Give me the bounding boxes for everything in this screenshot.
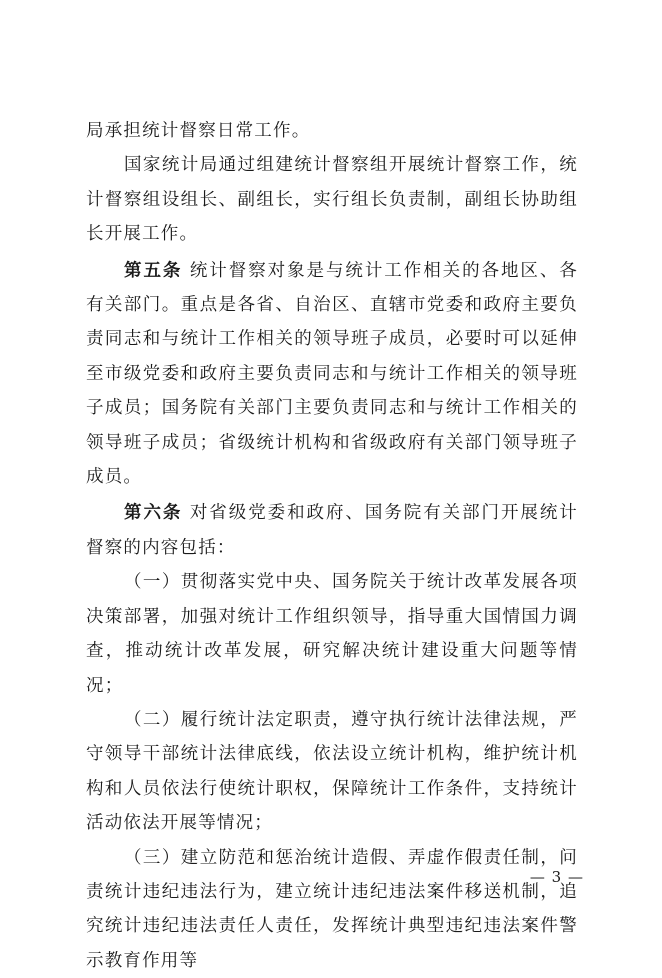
- article-6: [86, 496, 578, 565]
- paragraph-text: 局承担统计督察日常工作。: [86, 121, 311, 141]
- paragraph-inspection-team: [86, 148, 578, 251]
- page-number: — 3 —: [529, 868, 584, 886]
- paragraph-text: 国家统计局通过组建统计督察组开展统计督察工作，统计督察组设组长、副组长，实行组长负责制，副组长协助组长开展工作。: [86, 155, 578, 245]
- list-item-2: [86, 703, 578, 841]
- article-5: [86, 254, 578, 495]
- paragraph-continuation: [86, 114, 578, 148]
- paragraph-text: （二）履行统计法定职责，遵守执行统计法律法规，严守领导干部统计法律底线，依法设立统计机构，维护统计机构和人员依法行使统计职权，保障统计工作条件，支持统计活动依法开展等情况；: [86, 709, 578, 834]
- paragraph-text: （三）建立防范和惩治统计造假、弄虚作假责任制，问责统计违纪违法行为，建立统计违纪违法案件移送机制，追究统计违纪违法责任人责任，发挥统计典型违纪违法案件警示教育作用等: [86, 847, 578, 971]
- list-item-1: [86, 565, 578, 703]
- paragraph-text: （一）贯彻落实党中央、国务院关于统计改革发展各项决策部署，加强对统计工作组织领导，指导重大国情国力调查，推动统计改革发展，研究解决统计建设重大问题等情况；: [86, 572, 578, 696]
- article-number: 第五条: [124, 260, 183, 281]
- paragraph-text: 统计督察对象是与统计工作相关的各地区、各有关部门。重点是各省、自治区、直辖市党委和政府主要负责同志和与统计工作相关的领导班子成员，必要时可以延伸至市级党委和政府主要负责同志和与统计工作相关的领导班子成员；国务院有关部门主要负责同志和与统计工作相关的领导班子成员；省级统计机构和省级政府有关部门领导班子成员。: [86, 260, 579, 488]
- list-item-3: [86, 841, 578, 978]
- article-number: 第六条: [124, 503, 183, 524]
- document-body: [86, 114, 578, 978]
- paragraph-text: 对省级党委和政府、国务院有关部门开展统计督察的内容包括：: [86, 503, 579, 558]
